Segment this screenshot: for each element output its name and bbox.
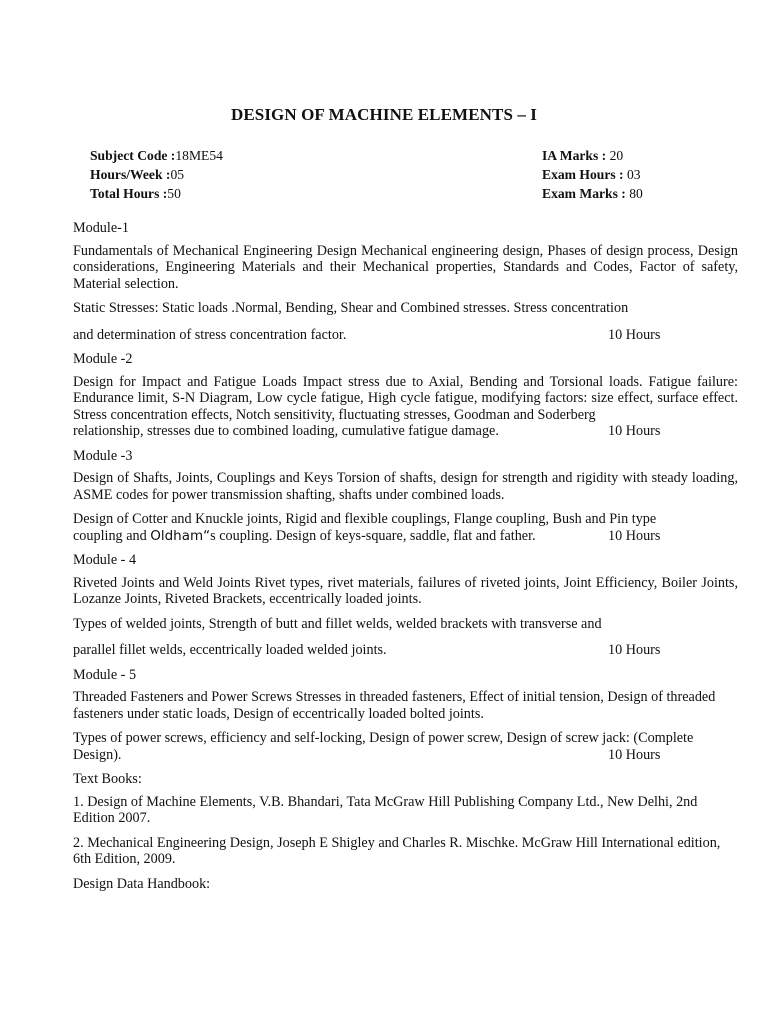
total-hours-value: 50: [167, 186, 181, 201]
ia-marks-row: [542, 146, 643, 165]
ia-marks-value: 20: [606, 148, 624, 163]
text-book-2: 2. Mechanical Engineering Design, Joseph E Shigley and Charles R. Mischke. McGraw Hill International edition, 6th Edition, 2009.: [73, 834, 721, 867]
module-5-paragraph: Threaded Fasteners and Power Screws Stresses in threaded fasteners, Effect of initial tension, Design of threaded fasteners under static loads, Design of eccentrically loaded bolted joints.: [73, 689, 716, 722]
module-4-heading: Module - 4: [73, 552, 137, 568]
module-3-hours: 10 Hours: [608, 527, 661, 544]
exam-marks-row: [542, 184, 643, 203]
design-data-handbook-heading: Design Data Handbook:: [73, 875, 211, 892]
exam-marks-value: 80: [625, 186, 643, 201]
module-3-paragraph: Design of Shafts, Joints, Couplings and Keys Torsion of shafts, design for strength and rigidity with steady loading, ASME codes for power transmission shafting, shafts under combined loads.: [73, 470, 738, 503]
module-4-paragraph: Riveted Joints and Weld Joints Rivet types, rivet materials, failures of riveted joints, Joint Efficiency, Boiler Joints, Lozanze Joints, Riveted Brackets, eccentrically loaded joints.: [73, 574, 738, 607]
module-5-hours: 10 Hours: [608, 746, 661, 763]
subject-code-label: Subject Code :: [90, 148, 176, 163]
module-1-last-line: and determination of stress concentration factor.: [73, 326, 347, 343]
course-meta-right: [542, 146, 643, 203]
text-books-heading: Text Books:: [73, 771, 142, 787]
exam-hours-row: [542, 165, 643, 184]
module-3-last-line-b: s coupling. Design of keys-square, saddle, flat and father.: [210, 527, 536, 544]
module-4-hours: 10 Hours: [608, 642, 661, 658]
module-5-power-screw-paragraph: Types of power screws, efficiency and self-locking, Design of power screw, Design of screw jack: (Complete: [73, 730, 694, 746]
module-4-welded-line: Types of welded joints, Strength of butt and fillet welds, welded brackets with transverse and: [73, 615, 602, 632]
exam-marks-label: Exam Marks :: [542, 186, 626, 201]
total-hours-label: Total Hours :: [90, 186, 168, 201]
module-1-static-stresses: Static Stresses: Static loads .Normal, Bending, Shear and Combined stresses. Stress concentration: [73, 300, 629, 316]
module-4-last-line: parallel fillet welds, eccentrically loaded welded joints.: [73, 642, 387, 658]
exam-hours-label: Exam Hours :: [542, 167, 624, 182]
module-1-hours: 10 Hours: [608, 326, 661, 343]
module-3-cotter-paragraph: Design of Cotter and Knuckle joints, Rigid and flexible couplings, Flange coupling, Bush and Pin type: [73, 511, 657, 527]
text-book-1: 1. Design of Machine Elements, V.B. Bhandari, Tata McGraw Hill Publishing Company Ltd., New Delhi, 2nd Edition 2007.: [73, 793, 698, 826]
module-5-last-line: Design).: [73, 746, 122, 763]
module-2-hours-line: [73, 423, 738, 440]
module-2-paragraph: Design for Impact and Fatigue Loads Impact stress due to Axial, Bending and Torsional loads. Fatigue failure: Endurance limit, S-N Diagram, Low cycle fatigue, High cycle fatigue, modifying factors: size effect, surface effect. Stress concentration effects, Notch sensitivity, fluctuating stresses, Goodman and Soderberg: [73, 373, 738, 423]
module-1-hours-line: [73, 327, 738, 344]
module-5-hours-line: [73, 747, 738, 764]
module-3-last-line-a: coupling and: [73, 527, 151, 544]
page-title: DESIGN OF MACHINE ELEMENTS – I: [230, 105, 538, 124]
module-2-heading: Module -2: [73, 351, 133, 367]
hours-week-label: Hours/Week :: [90, 167, 171, 182]
ia-marks-label: IA Marks :: [542, 148, 607, 163]
module-2-hours: 10 Hours: [608, 423, 661, 439]
module-1-paragraph: Fundamentals of Mechanical Engineering Design Mechanical engineering design, Phases of design process, Design considerations, Engineering Materials and their Mechanical properties, Standards and Codes, Factor of safety, Material selection.: [73, 242, 738, 292]
module-3-oldham-word: Oldham“: [150, 527, 211, 544]
module-3-hours-line: [73, 528, 738, 545]
module-4-hours-line: [73, 642, 738, 659]
module-3-heading: Module -3: [73, 447, 133, 464]
subject-code-value: 18ME54: [175, 148, 223, 163]
exam-hours-value: 03: [623, 167, 641, 182]
subject-code-row: [90, 146, 223, 165]
hours-week-row: [90, 165, 223, 184]
module-1-heading: Module-1: [73, 220, 129, 236]
module-2-last-line: relationship, stresses due to combined loading, cumulative fatigue damage.: [73, 423, 499, 439]
course-meta-left: [90, 146, 223, 203]
syllabus-content: [73, 220, 738, 900]
total-hours-row: [90, 184, 223, 203]
module-5-heading: Module - 5: [73, 666, 137, 683]
hours-week-value: 05: [170, 167, 185, 182]
